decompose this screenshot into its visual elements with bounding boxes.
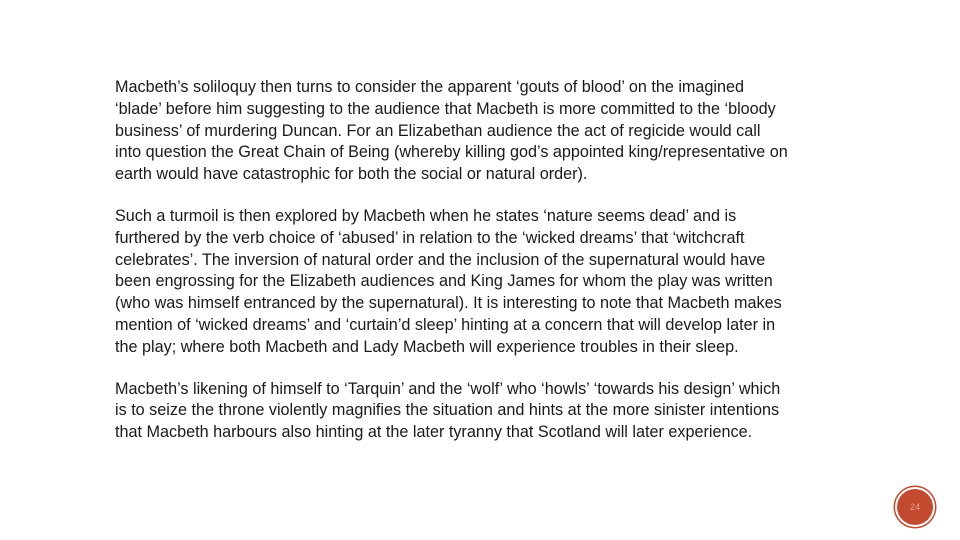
paragraph-1: Macbeth’s soliloquy then turns to consider the apparent ‘gouts of blood’ on the imagined ‘blade’ before him suggesting to the audience that Macbeth is more committed to the ‘bloody business’ of murdering Duncan. For an Elizabethan audience the act of regicide would call into question the Great Chain of Being (whereby killing god’s appointed king/representative on earth would have catastrophic for both the social or natural order).	[115, 78, 788, 184]
paragraph-3: Macbeth’s likening of himself to ‘Tarquin’ and the ‘wolf’ who ‘howls’ ‘towards his design’ which is to seize the throne violently magnifies the situation and hints at the more sinister intentions that Macbeth harbours also hinting at the later tyranny that Scotland will later experience.	[115, 379, 781, 442]
slide-number-badge	[897, 489, 933, 525]
slide-number-text: 24	[909, 502, 920, 512]
slide-body	[115, 77, 875, 464]
paragraph-2: Such a turmoil is then explored by Macbeth when he states ‘nature seems dead’ and is furthered by the verb choice of ‘abused’ in relation to the ‘wicked dreams’ that ‘witchcraft celebrates’. The inversion of natural order and the inclusion of the supernatural would have been engrossing for the Elizabeth audiences and King James for whom the play was written (who was himself entranced by the supernatural). It is interesting to note that Macbeth makes mention of ‘wicked dreams’ and ‘curtain’d sleep’ hinting at a concern that will develop later in the play; where both Macbeth and Lady Macbeth will experience troubles in their sleep.	[115, 206, 782, 356]
